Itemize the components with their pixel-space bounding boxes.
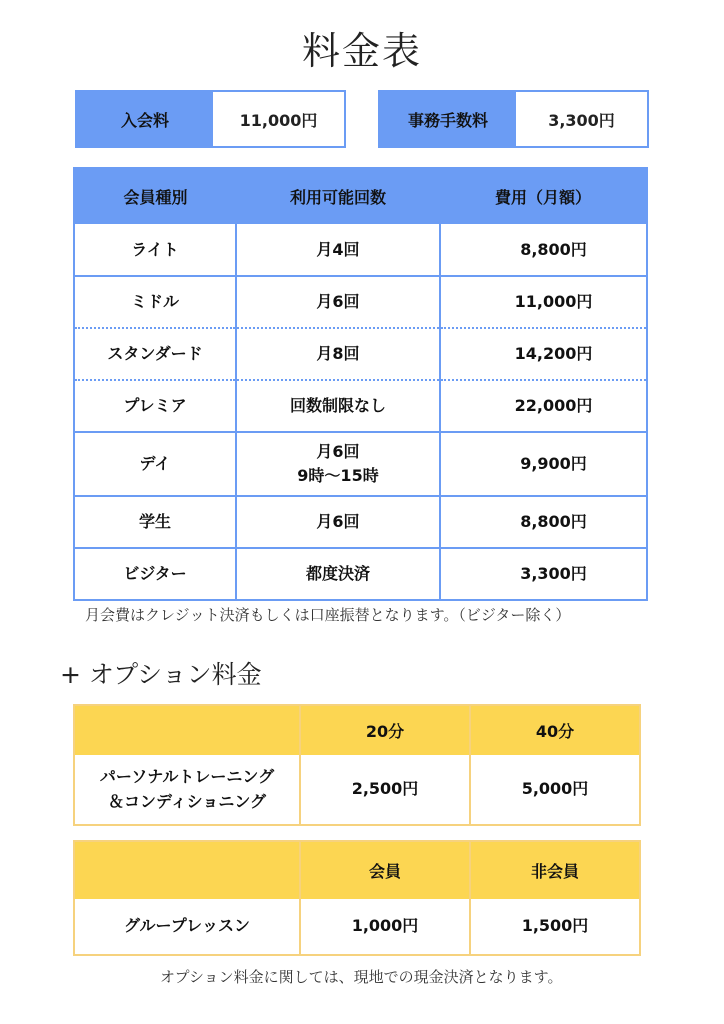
payment-note: 月会費はクレジット決済もしくは口座振替となります。（ビジター除く） [85,606,571,624]
option-payment-note: オプション料金に関しては、現地での現金決済となります。 [160,968,563,986]
membership-table [73,167,648,601]
header-monthly-fee: 費用（月額） [440,168,647,224]
available-count: 月8回 [236,328,440,380]
page-title: 料金表 [301,29,422,73]
available-count: 都度決済 [236,548,440,600]
monthly-fee: 8,800円 [440,496,647,548]
group-lesson-name: グループレッスン [74,899,300,955]
member-type: ビジター [74,548,236,600]
personal-training-table [73,704,641,826]
admission-fee-value: 11,000円 [239,110,318,130]
table-row [74,755,640,825]
table-row [74,496,647,548]
personal-name-line2: ＆コンディショニング [107,791,267,811]
monthly-fee: 11,000円 [440,276,647,328]
price-non-member: 1,500円 [470,899,640,955]
header-40min: 40分 [470,705,640,755]
table-row [74,276,647,328]
admin-fee-label: 事務手数料 [380,92,516,146]
available-count: 回数制限なし [236,380,440,432]
member-type: ミドル [74,276,236,328]
price-20min: 2,500円 [300,755,470,825]
member-type: プレミア [74,380,236,432]
member-type: スタンダード [74,328,236,380]
table-row [74,224,647,276]
personal-header-row [74,705,640,755]
monthly-fee: 22,000円 [440,380,647,432]
available-count: 月6回 [236,276,440,328]
available-count: 月4回 [236,224,440,276]
member-type: ライト [74,224,236,276]
admin-fee-box [378,90,649,148]
membership-header-row [74,168,647,224]
header-member: 会員 [300,841,470,899]
header-non-member: 非会員 [470,841,640,899]
available-count-line1: 月6回 [316,442,360,461]
header-20min: 20分 [300,705,470,755]
header-available-count: 利用可能回数 [236,168,440,224]
monthly-fee: 8,800円 [440,224,647,276]
available-count: 月6回 [236,496,440,548]
table-row [74,548,647,600]
options-title: + オプション料金 [60,660,262,689]
monthly-fee: 14,200円 [440,328,647,380]
group-lesson-table [73,840,641,956]
table-row [74,328,647,380]
admission-fee-box [75,90,346,148]
header-member-type: 会員種別 [74,168,236,224]
price-member: 1,000円 [300,899,470,955]
table-row [74,432,647,496]
table-row [74,899,640,955]
monthly-fee: 9,900円 [440,432,647,496]
group-header-row [74,841,640,899]
table-row [74,380,647,432]
available-count-line2: 9時〜15時 [297,466,379,485]
monthly-fee: 3,300円 [440,548,647,600]
group-header-blank [74,841,300,899]
member-type: デイ [74,432,236,496]
admission-fee-label: 入会料 [77,92,213,146]
available-count [236,432,440,496]
price-40min: 5,000円 [470,755,640,825]
admin-fee-value: 3,300円 [548,110,615,130]
personal-header-blank [74,705,300,755]
personal-training-name [74,755,300,825]
member-type: 学生 [74,496,236,548]
personal-name-line1: パーソナルトレーニング [99,766,275,786]
